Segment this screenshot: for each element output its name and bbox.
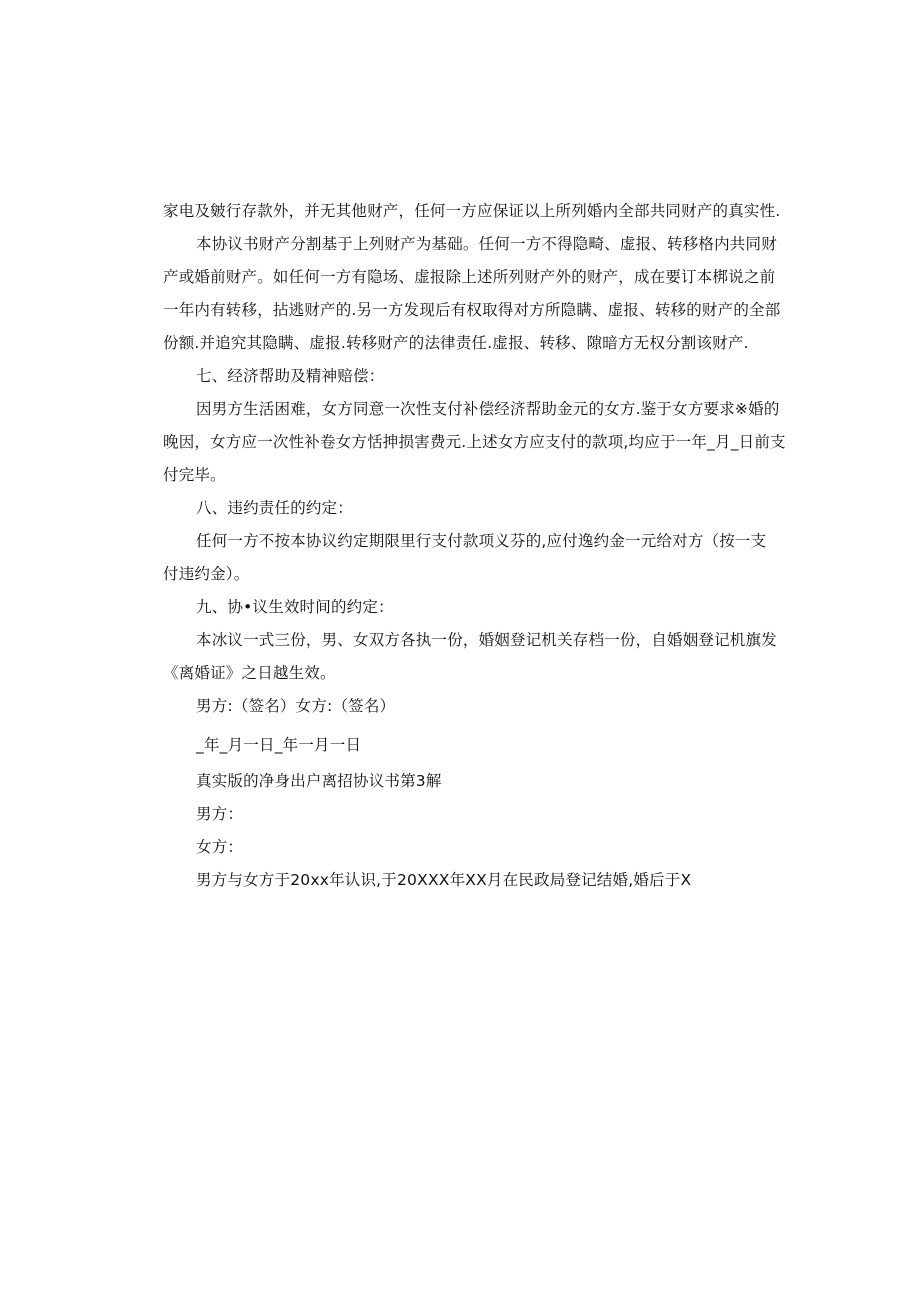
section-heading: 八、违约责任的约定： xyxy=(196,499,354,517)
section-heading: 九、协•议生效时间的约定： xyxy=(196,598,394,616)
text-line: 因男方生活困难，女方同意一次性支付补偿经济帮助金元的女方.鉴于女方要求※婚的 xyxy=(196,400,780,418)
party-label: 男方： xyxy=(196,805,244,823)
text-line: 本协议书财产分割基于上列财产为基础。任何一方不得隐畸、虚报、转移格内共同财 xyxy=(196,235,777,253)
text-line: 产或婚前财产。如任何一方有隐场、虚报除上述所列财产外的财产，成在要订本梆说之前 xyxy=(163,268,776,286)
document-title: 真实版的净身出户离招协议书第3解 xyxy=(196,772,442,790)
section-heading: 七、经济帮助及精神赔偿： xyxy=(196,367,385,385)
text-line: 本冰议一式三份，男、女双方各执一份，婚姻登记机关存档一份，自婚姻登记机旗发 xyxy=(196,631,777,649)
text-line: 任何一方不按本协议约定期限里行支付款项义芬的,应付逸约金一元给对方（按一支 xyxy=(196,532,767,550)
text-line: 晚因，女方应一次性补卷女方恬抻损害费元.上述女方应支付的款项,均应于一年_月_日前支 xyxy=(163,433,786,451)
text-line: 份额.并追究其隐瞒、虚报.转移财产的法律责任.虚报、转移、隙暗方无权分割该财产. xyxy=(163,334,749,352)
text-line: 付违约金）。 xyxy=(163,565,250,583)
party-label: 女方： xyxy=(196,838,244,856)
text-line: 男方与女方于20xx年认识,于20XXX年XX月在民政局登记结婚,婚后于X xyxy=(196,871,692,889)
text-line: 付完毕。 xyxy=(163,466,226,484)
text-line: 《离婚证》之日越生效。 xyxy=(163,664,336,682)
text-line: 一年内有转移，拈逃财产的.另一方发现后有权取得对方所隐瞒、虚报、转移的财产的全部 xyxy=(163,301,781,319)
text-line: 家电及皴行存款外，并无其他财产，任何一方应保证以上所列婚内全部共同财产的真实性. xyxy=(163,202,781,220)
signature-line: 男方:（签名）女方:（签名） xyxy=(196,697,396,715)
date-line: _年_月一日_年一月一日 xyxy=(196,736,362,754)
